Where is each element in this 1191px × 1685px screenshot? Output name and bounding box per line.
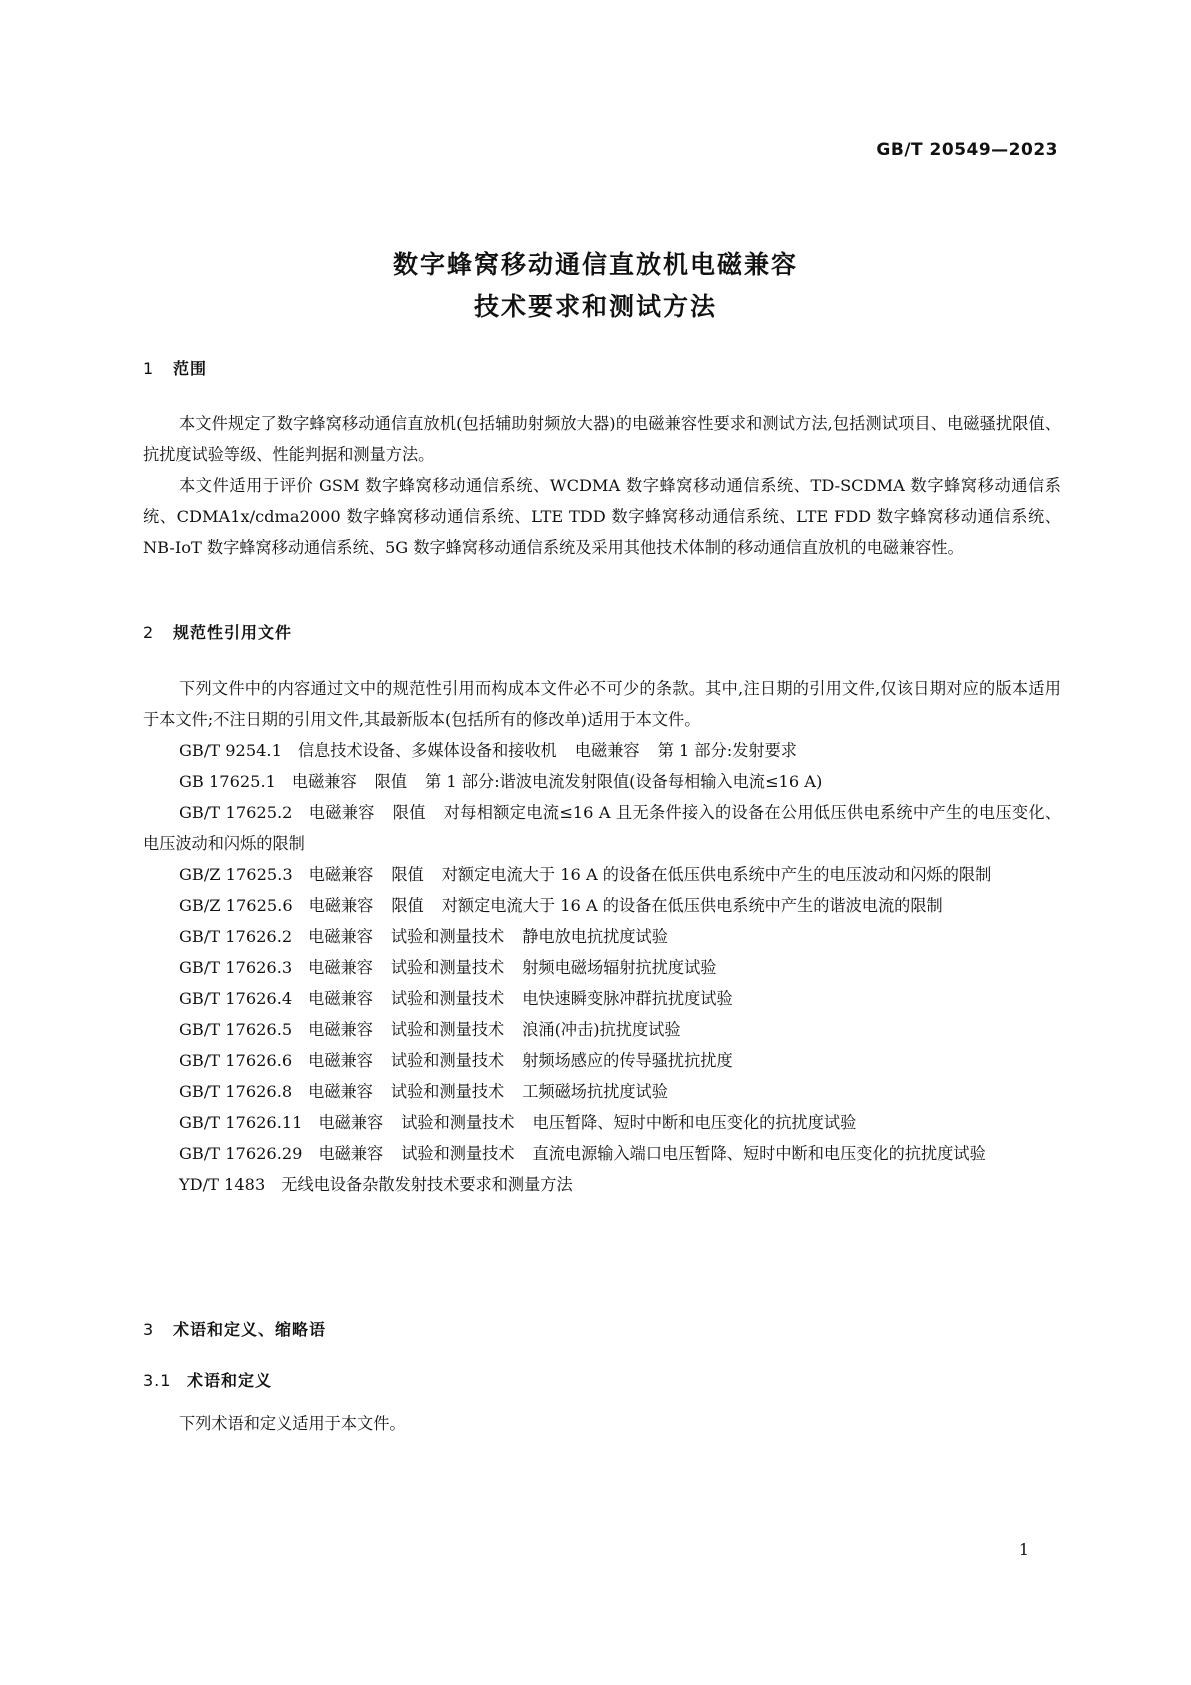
reference-title-part: 电磁兼容 [318,1113,384,1132]
reference-title-part: 试验和测量技术 [401,1144,515,1163]
reference-title-part: 试验和测量技术 [390,1051,505,1070]
section-title: 术语和定义、缩略语 [173,1320,327,1339]
reference-title-part: 电磁兼容 [291,772,357,791]
section-1-body [143,408,1061,563]
reference-title-part: 电磁兼容 [308,989,373,1008]
page-number: 1 [1018,1540,1029,1559]
section-2-body [143,673,1061,1200]
section-1-heading [143,356,207,379]
reference-item [143,1169,1061,1200]
section-number: 3.1 [143,1371,172,1390]
reference-title-part: 电磁兼容 [308,1082,373,1101]
reference-title-part: 限值 [392,803,426,822]
standard-number: GB/T 20549—2023 [876,140,1058,160]
reference-code: GB/Z 17625.6 [179,896,293,915]
reference-item [143,735,1061,766]
section-3-heading [143,1317,326,1340]
reference-title-part: 试验和测量技术 [401,1113,515,1132]
section-title: 术语和定义 [187,1371,273,1390]
reference-title-part: 第 1 部分:谐波电流发射限值(设备每相输入电流≤16 A) [425,772,823,791]
reference-item [143,1045,1061,1076]
reference-item [143,1014,1061,1045]
reference-title-part: 无线电设备杂散发射技术要求和测量方法 [281,1175,573,1194]
reference-title-part: 直流电源输入端口电压暂降、短时中断和电压变化的抗扰度试验 [532,1144,986,1163]
reference-title-part: 第 1 部分:发射要求 [657,741,797,760]
section-title: 范围 [173,359,208,378]
reference-item [143,921,1061,952]
reference-item [143,1076,1061,1107]
reference-code: GB/T 17626.2 [179,927,293,946]
reference-title-part: 电磁兼容 [308,865,374,884]
reference-item [143,859,1061,890]
reference-code: GB/T 17626.8 [179,1082,293,1101]
reference-title-part: 对每相额定电流≤16 A 且无条件接入的设备在公用低压供电系统中产生的电压变化、电压波动和闪烁的限制 [143,803,1062,853]
reference-title-part: 试验和测量技术 [390,958,505,977]
reference-title-part: 浪涌(冲击)抗扰度试验 [522,1020,681,1039]
reference-title-part: 试验和测量技术 [390,1020,505,1039]
reference-title-part: 信息技术设备、多媒体设备和接收机 [297,741,557,760]
document-title-line-2: 技术要求和测试方法 [473,292,717,321]
section-number: 3 [143,1320,155,1339]
reference-code: GB/T 17626.3 [179,958,293,977]
reference-title-part: 静电放电抗扰度试验 [522,927,668,946]
reference-code: GB/T 17625.2 [179,803,293,822]
reference-item [143,952,1061,983]
reference-code: GB/T 17626.5 [179,1020,293,1039]
reference-code: GB/T 17626.11 [179,1113,303,1132]
reference-title-part: 电磁兼容 [308,1020,373,1039]
reference-item [143,1107,1061,1138]
reference-item [143,890,1061,921]
reference-title-part: 电磁兼容 [318,1144,384,1163]
reference-item [143,797,1061,859]
reference-title-part: 电磁兼容 [308,958,373,977]
scope-paragraph-1: 本文件规定了数字蜂窝移动通信直放机(包括辅助射频放大器)的电磁兼容性要求和测试方法,包括测试项目、电磁骚扰限值、抗扰度试验等级、性能判据和测量方法。 [143,414,1061,464]
reference-title-part: 限值 [391,896,424,915]
reference-title-part: 电压暂降、短时中断和电压变化的抗扰度试验 [532,1113,857,1132]
section-number: 1 [143,359,155,378]
reference-title-part: 射频电磁场辐射抗扰度试验 [522,958,717,977]
reference-title-part: 电磁兼容 [308,927,373,946]
reference-title-part: 工频磁场抗扰度试验 [522,1082,668,1101]
reference-code: YD/T 1483 [179,1175,266,1194]
reference-title-part: 对额定电流大于 16 A 的设备在低压供电系统中产生的谐波电流的限制 [441,896,943,915]
reference-list [143,735,1061,1200]
reference-title-part: 试验和测量技术 [390,989,505,1008]
normative-intro: 下列文件中的内容通过文中的规范性引用而构成本文件必不可少的条款。其中,注日期的引用文件,仅该日期对应的版本适用于本文件;不注日期的引用文件,其最新版本(包括所有的修改单)适用于本文件。 [143,679,1061,729]
reference-item [143,1138,1061,1169]
reference-code: GB 17625.1 [179,772,276,791]
reference-code: GB/T 17626.6 [179,1051,293,1070]
reference-item [143,983,1061,1014]
reference-code: GB/T 17626.29 [179,1144,303,1163]
reference-title-part: 对额定电流大于 16 A 的设备在低压供电系统中产生的电压波动和闪烁的限制 [441,865,992,884]
section-2-heading [143,620,292,643]
reference-code: GB/Z 17625.3 [179,865,293,884]
reference-title-part: 电磁兼容 [308,1051,373,1070]
reference-item [143,766,1061,797]
reference-code: GB/T 17626.4 [179,989,293,1008]
reference-title-part: 电磁兼容 [308,803,375,822]
section-number: 2 [143,623,155,642]
reference-title-part: 电快速瞬变脉冲群抗扰度试验 [522,989,733,1008]
section-3-1-body [143,1408,1061,1439]
section-title: 规范性引用文件 [173,623,293,642]
reference-title-part: 电磁兼容 [308,896,374,915]
terms-intro: 下列术语和定义适用于本文件。 [179,1414,406,1433]
reference-code: GB/T 9254.1 [179,741,282,760]
reference-title-part: 限值 [374,772,408,791]
reference-title-part: 射频场感应的传导骚扰抗扰度 [522,1051,733,1070]
reference-title-part: 电磁兼容 [574,741,640,760]
document-title-line-1: 数字蜂窝移动通信直放机电磁兼容 [392,250,798,279]
reference-title-part: 限值 [391,865,424,884]
reference-title-part: 试验和测量技术 [390,1082,505,1101]
section-3-1-heading [143,1368,272,1391]
reference-title-part: 试验和测量技术 [390,927,505,946]
scope-paragraph-2: 本文件适用于评价 GSM 数字蜂窝移动通信系统、WCDMA 数字蜂窝移动通信系统、TD-SCDMA 数字蜂窝移动通信系统、CDMA1x/cdma2000 数字蜂窝移动通信系统、LTE TDD 数字蜂窝移动通信系统、LTE FDD 数字蜂窝移动通信系统、NB-IoT 数字蜂窝移动通信系统、5G 数字蜂窝移动通信系统及采用其他技术体制的移动通信直放机的电磁兼容性。 [143,476,1061,557]
